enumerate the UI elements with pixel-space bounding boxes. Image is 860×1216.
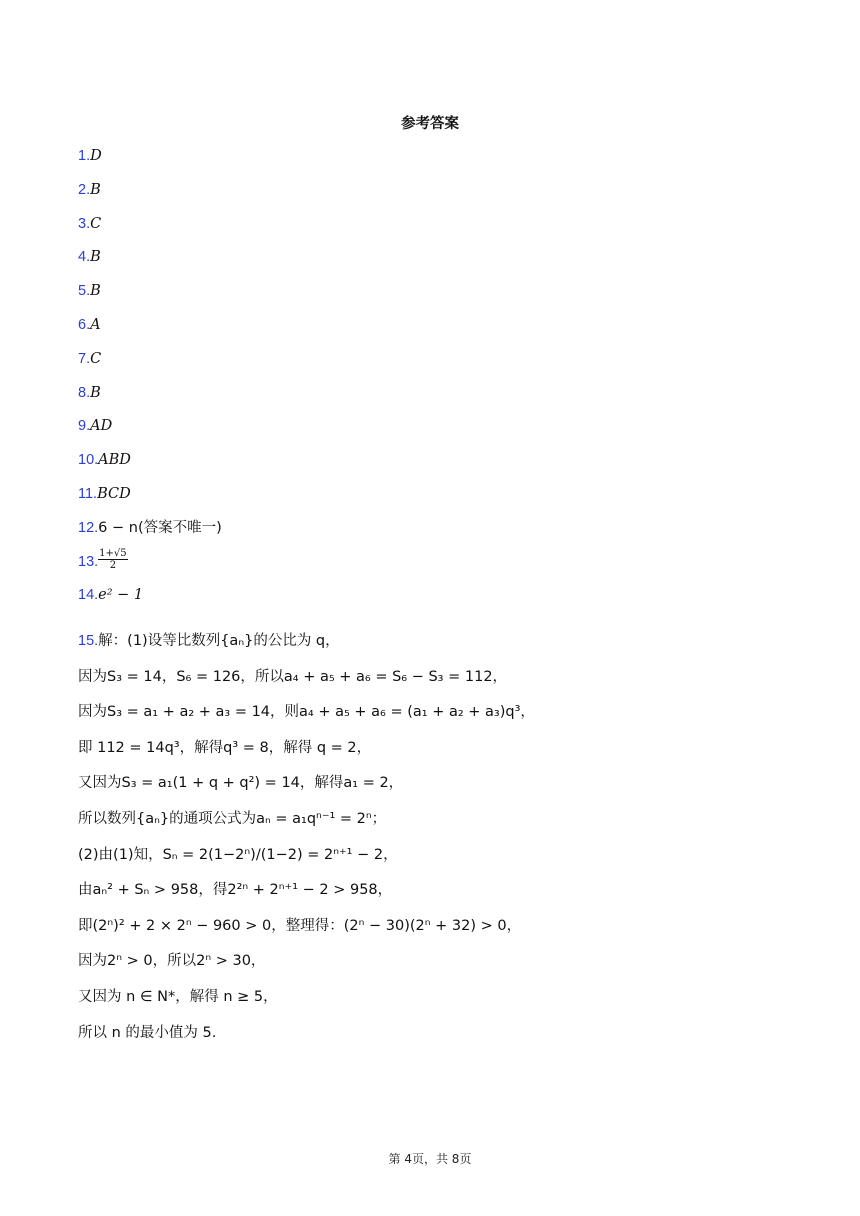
solution-line: 又因为 n ∈ N*，解得 n ≥ 5， — [78, 988, 278, 1005]
answer-text: 6 − n(答案不唯一) — [98, 519, 222, 536]
solution-line: 即 112 = 14q³，解得q³ = 8，解得 q = 2， — [78, 739, 372, 756]
answer-text: B — [90, 384, 101, 401]
answer-item — [78, 349, 798, 383]
question-number: 6. — [78, 316, 91, 333]
answer-text: e² − 1 — [98, 587, 144, 604]
answer-text: B — [90, 249, 101, 266]
answer-item — [78, 484, 798, 518]
answer-item — [78, 518, 798, 552]
fraction-numerator: 1+√5 — [99, 548, 127, 560]
solution-line: 又因为S₃ = a₁(1 + q + q²) = 14，解得a₁ = 2， — [78, 775, 404, 792]
answer-text: C — [90, 215, 102, 232]
question-number: 9. — [78, 418, 91, 435]
solution-line: 因为2ⁿ > 0，所以2ⁿ > 30， — [78, 953, 266, 970]
solution-line: (2)由(1)知，Sₙ = 2(1−2ⁿ)/(1−2) = 2ⁿ⁺¹ − 2， — [78, 846, 398, 863]
page-title: 参考答案 — [401, 116, 459, 132]
answer-text: A — [90, 316, 101, 333]
question-number: 13. — [78, 553, 99, 570]
fraction-denominator: 2 — [109, 560, 117, 572]
answer-text: BCD — [97, 485, 131, 502]
question-number: 1. — [78, 148, 91, 164]
answer-item — [78, 214, 798, 248]
answer-item — [78, 146, 798, 180]
question-number: 14. — [78, 587, 99, 604]
question-number: 11. — [78, 485, 98, 502]
answer-text: ABD — [98, 452, 131, 469]
solution-text: 解：(1)设等比数列{aₙ}的公比为 q， — [98, 633, 340, 649]
answer-item — [78, 315, 798, 349]
answer-text: B — [90, 181, 101, 198]
question-number: 3. — [78, 215, 91, 232]
answer-list — [78, 146, 798, 619]
solution-line: 因为S₃ = a₁ + a₂ + a₃ = 14，则a₄ + a₅ + a₆ = (a₁ + a₂ + a₃)q³， — [78, 704, 535, 721]
solution-line: 所以数列{aₙ}的通项公式为aₙ = a₁qⁿ⁻¹ = 2ⁿ； — [78, 810, 387, 827]
question-number: 5. — [78, 283, 91, 300]
question-number: 8. — [78, 384, 91, 401]
answer-text: C — [90, 350, 102, 367]
answer-item — [78, 180, 798, 214]
solution-15 — [78, 630, 818, 1057]
answer-item — [78, 585, 798, 619]
solution-line: 由aₙ² + Sₙ > 958，得2²ⁿ + 2ⁿ⁺¹ − 2 > 958， — [78, 882, 393, 899]
page-footer: 第 4页，共 8页 — [388, 1152, 472, 1166]
solution-line — [78, 630, 818, 666]
question-number: 4. — [78, 249, 91, 266]
question-number: 7. — [78, 350, 91, 367]
question-number: 12. — [78, 519, 99, 536]
question-number: 10. — [78, 452, 99, 469]
fraction — [98, 548, 127, 571]
answer-item — [78, 416, 798, 450]
answer-item — [78, 548, 798, 586]
answer-item — [78, 450, 798, 484]
solution-line: 因为S₃ = 14，S₆ = 126，所以a₄ + a₅ + a₆ = S₆ − S₃ = 112， — [78, 668, 508, 685]
question-number: 2. — [78, 181, 91, 198]
answer-item — [78, 281, 798, 315]
solution-line: 所以 n 的最小值为 5. — [78, 1024, 217, 1041]
solution-line: 即(2ⁿ)² + 2 × 2ⁿ − 960 > 0，整理得：(2ⁿ − 30)(2ⁿ + 32) > 0， — [78, 917, 522, 934]
answer-text: AD — [90, 418, 113, 435]
answer-item — [78, 383, 798, 417]
answer-text: B — [90, 283, 101, 300]
question-number: 15. — [78, 633, 99, 649]
answer-text: D — [90, 148, 102, 164]
answer-item — [78, 247, 798, 281]
